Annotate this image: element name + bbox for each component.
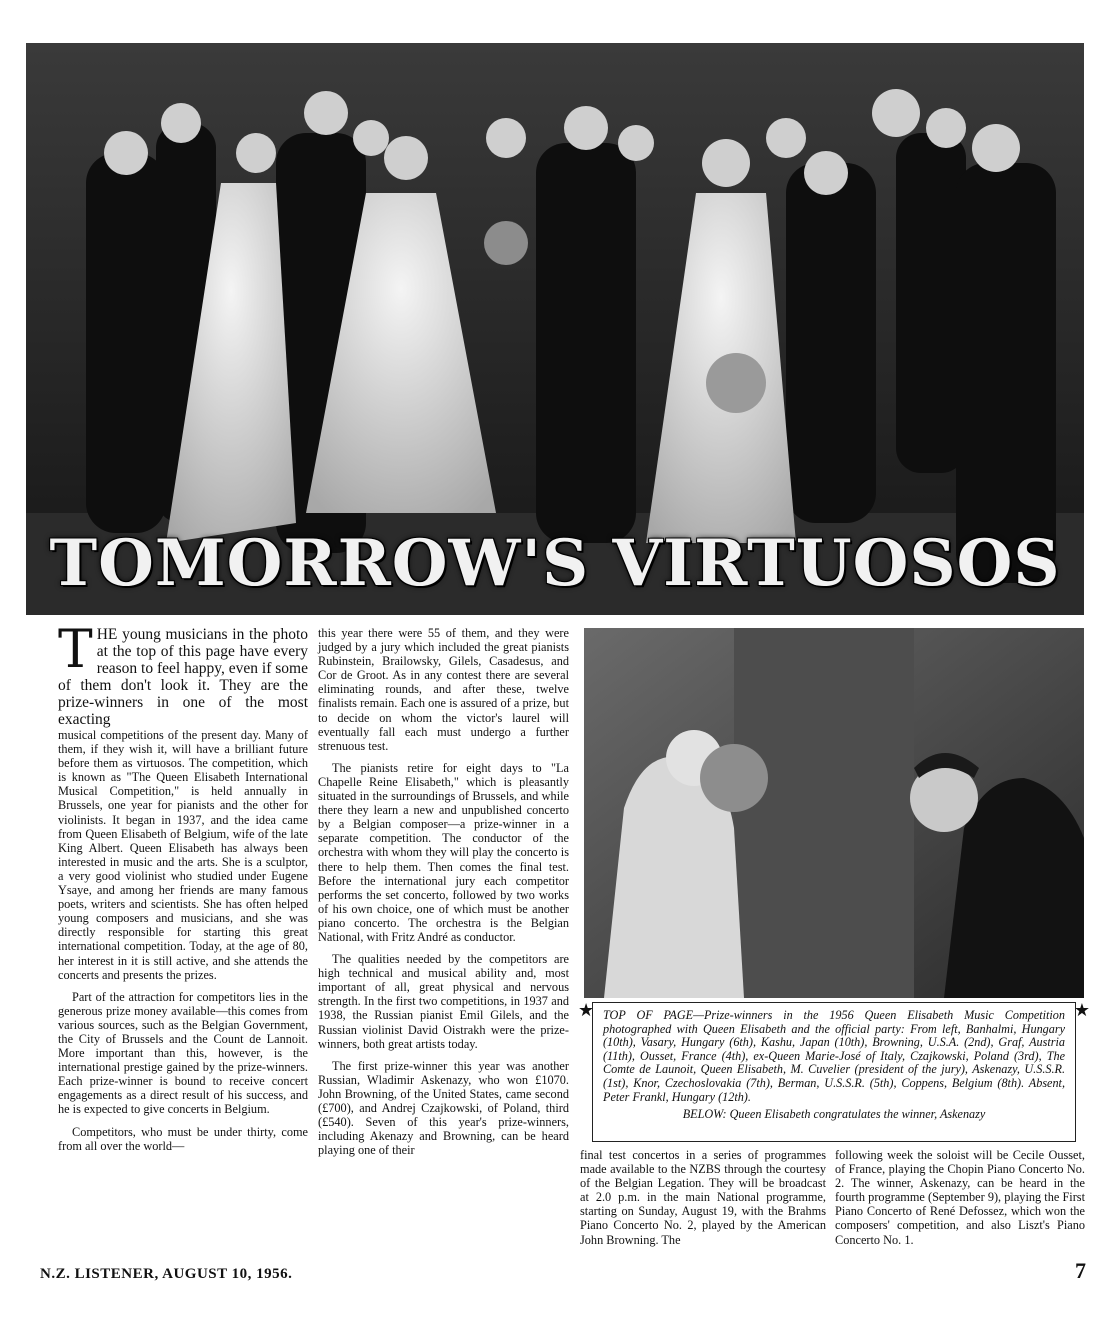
paragraph: The qualities needed by the competitors are high technical and musical ability and, most important of all, great physical and nervous strength. In the first two competitions, in 1937 and 1938, the Russian pianist Emil Gilels, and the Russian violinist David Oistrakh were the prize-winners, both great artists today.: [318, 952, 569, 1051]
caption-below-text: BELOW: Queen Elisabeth congratulates the winner, Askenazy: [682, 1107, 986, 1122]
page-number: 7: [1075, 1258, 1086, 1283]
article-column-2: [318, 626, 569, 1165]
paragraph: The pianists retire for eight days to "La Chapelle Reine Elisabeth," which is pleasantly situated in the surroundings of Brussels, and while there they learn a new and unpublished concerto by a Belgian composer—a prize-winner in a separate competition. The conductor of the orchestra with whom they will play the concerto is there to help them. Then comes the final test. Before the international jury each competitor performs the set concerto, followed by two works of his own choice, one of which must be another piano concerto. The orchestra is the Belgian National, with Fritz André as conductor.: [318, 760, 569, 944]
paragraph: Competitors, who must be under thirty, come from all over the world—: [58, 1124, 308, 1153]
paragraph: following week the soloist will be Cecile Ousset, of France, playing the Chopin Piano Concerto No. 2. The winner, Askenazy, can be heard in the fourth programme (September 9), playing the First Piano Concerto of René Defossez, which won the composers' competition, and also Liszt's Piano Concerto No. 1.: [835, 1148, 1085, 1247]
star-icon: ★: [1073, 1000, 1090, 1021]
caption-top-text: TOP OF PAGE—Prize-winners in the 1956 Queen Elisabeth Music Competition photographed with Queen Elisabeth and the official party: From left, Banhalmi, Hungary (10th), Vasary, Hungary (6th), Kashu, Japan (10th), Browning, U.S.A. (2nd), Graf, Austria (11th), Ousset, France (4th), ex-Queen Marie-José of Italy, Czajkowski, Poland (3rd), The Comte de Launoit, Queen Elisabeth, M. Cuvelier (president of the jury), Askenazy, U.S.S.R. (1st), Knor, Czechoslovakia (7th), Berman, U.S.S.R. (5th), Coppens, Belgium (8th). Absent, Peter Frankl, Hungary (12th).: [603, 1008, 1065, 1104]
article-column-3: [580, 1148, 826, 1255]
headline: TOMORROW'S VIRTUOSOS: [49, 526, 1061, 601]
photo-caption: [578, 1000, 1090, 1142]
article-column-1: [58, 620, 308, 1161]
queen-congratulates-photo: [584, 628, 1084, 998]
paragraph: this year there were 55 of them, and they were judged by a jury which included the great pianists Rubinstein, Brailowsky, Gilels, Casadesus, and Cor de Groot. As in any contest there are several eliminating rounds, and after these, twelve finalists remain. Each one is assured of a prize, but to decide on whom the victor's laurel will eventually fall each must undergo a further strenuous test.: [318, 626, 569, 753]
caption-box: [592, 1002, 1076, 1142]
lead-text: HE young musicians in the photo at the top of this page have every reason to feel happy, even if some of them don't look it. They are the prize-winners in one of the most exacting: [58, 626, 308, 728]
paragraph: The first prize-winner this year was another Russian, Wladimir Askenazy, who won £1070. John Browning, of the United States, came second (£700), and Andrej Czajkowski, of Poland, third (£540). Seven of this year's prize-winners, including Akenazy and Browning, can be heard playing one of their: [318, 1058, 569, 1158]
star-icon: ★: [578, 1000, 595, 1021]
paragraph: final test concertos in a series of programmes made available to the NZBS through the courtesy of the Belgian Legation. They will be broadcast at 2.0 p.m. in the main National programme, starting on Sunday, August 19, with the Brahms Piano Concerto No. 2, played by the American John Browning. The: [580, 1148, 826, 1247]
group-photo: [26, 43, 1084, 615]
paragraph: Part of the attraction for competitors lies in the generous prize money available—this comes from various sources, such as the Belgian Government, the City of Brussels and the Count de Lannoit. More important than this, however, is the international prestige gained by the prize-winners. Each prize-winner is bound to receive concert engagements as a direct result of his success, and he is expected to give concerts in Belgium.: [58, 989, 308, 1117]
article-column-4: [835, 1148, 1085, 1255]
paragraph: musical competitions of the present day. Many of them, if they wish it, will have a brilliant future before them as virtuosos. The competition, which is known as "The Queen Elisabeth International Musical Competition," is held annually in Brussels, one year for pianists and the other for violinists. It began in 1937, and the idea came from Queen Elisabeth of Belgium, wife of the late King Albert. Queen Elisabeth has always been interested in music and the arts. She is a sculptor, a very good violinist who studied under Eugene Ysaye, and among her friends are many famous poets, writers and scientists. She has often helped young composers and musicians, and she was directly responsible for starting this great international competition. Today, at the age of 80, her interest in it is still active, and she attends the concerts and presents the prizes.: [58, 728, 308, 982]
masthead-footer: N.Z. LISTENER, AUGUST 10, 1956.: [40, 1266, 293, 1282]
lead-paragraph: [58, 620, 308, 728]
queen-congratulates-illustration: [584, 628, 1084, 998]
drop-cap: T: [58, 620, 93, 680]
